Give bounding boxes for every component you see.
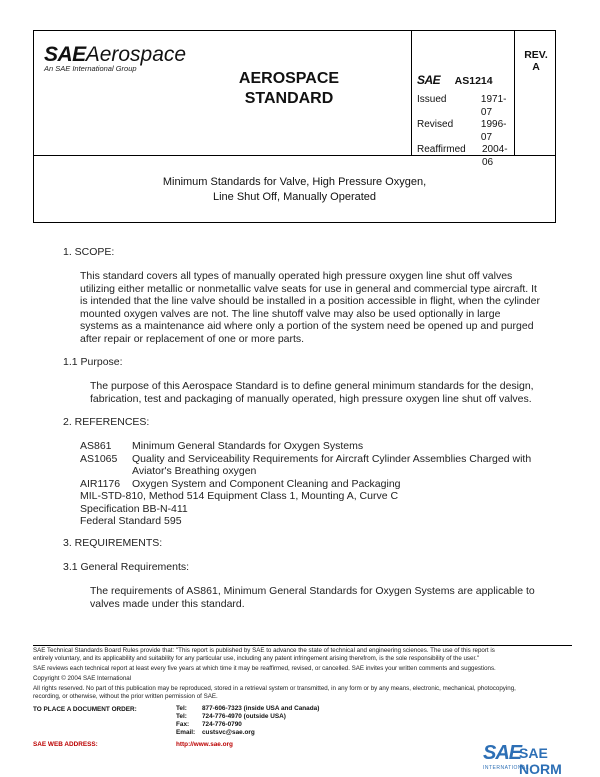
document-number: AS1214 xyxy=(454,75,493,87)
requirements-heading: 3. REQUIREMENTS: xyxy=(63,537,163,549)
contact-label: Email: xyxy=(176,729,196,736)
date-value: 1996-07 xyxy=(480,119,507,143)
date-label: Revised xyxy=(417,119,454,130)
reference-item xyxy=(80,478,560,491)
references-list xyxy=(80,440,560,528)
purpose-heading: 1.1 Purpose: xyxy=(63,356,123,368)
date-row-revised xyxy=(417,119,517,144)
contact-list xyxy=(176,705,396,737)
reference-extra: Specification BB-N-411 xyxy=(80,502,188,515)
references-heading: 2. REFERENCES: xyxy=(63,416,150,428)
general-requirements-paragraph xyxy=(90,585,560,610)
footer-disclaimer xyxy=(33,647,573,701)
contact-row xyxy=(176,729,396,737)
reference-extra: Federal Standard 595 xyxy=(80,515,182,527)
web-address-label: SAE WEB ADDRESS: xyxy=(33,741,98,748)
contact-row xyxy=(176,713,396,721)
standard-line-2: STANDARD xyxy=(244,90,334,107)
footer-line: SAE Technical Standards Board Rules provide that: "This report is published by SAE to advance the state of technical and engineering sciences. The use of this report is xyxy=(33,647,495,654)
contact-row xyxy=(176,721,396,729)
reference-item xyxy=(80,440,560,453)
web-address-link[interactable]: http://www.sae.org xyxy=(176,741,233,748)
text-line: after repair or replacement of one or more parts. xyxy=(80,332,305,345)
text-line: is intended that the line valve should be installed in a position accessible in flight, when the cylinder xyxy=(80,295,540,307)
contact-label: Tel: xyxy=(176,713,187,720)
title-line-2: Line Shut Off, Manually Operated xyxy=(212,191,377,203)
reference-item xyxy=(80,453,560,466)
contact-value: 877-606-7323 (inside USA and Canada) xyxy=(202,705,320,712)
date-label: Issued xyxy=(417,94,447,105)
text-line: The requirements of AS861, Minimum General Standards for Oxygen Systems are applicable to xyxy=(90,585,535,597)
reference-code: AS1065 xyxy=(80,452,118,465)
text-line: The purpose of this Aerospace Standard is to define general minimum standards for the design, xyxy=(90,380,534,392)
reference-description: Oxygen System and Component Cleaning and Packaging xyxy=(132,477,401,490)
footer-copyright: Copyright © 2004 SAE International xyxy=(33,675,132,682)
sae-aerospace-logo xyxy=(44,43,186,73)
revision-label: REV. xyxy=(524,49,548,61)
document-title-box xyxy=(33,156,556,223)
brand-subtitle: INTERNATIONAL xyxy=(483,765,530,771)
reference-code: AIR1176 xyxy=(80,477,121,490)
brand-norm-text: SAE NORM xyxy=(519,745,562,777)
text-line: systems as a maintenance aid where only a portion of the system need be opened up and purged xyxy=(80,320,534,332)
reference-description: Minimum General Standards for Oxygen Systems xyxy=(132,440,364,452)
footer-line: SAE reviews each technical report at least every five years at which time it may be reaffirmed, revised, or cancelled. SAE invites your written comments and suggestions. xyxy=(33,665,496,672)
document-title xyxy=(34,175,555,205)
text-line: valves made under this standard. xyxy=(90,597,245,610)
contact-value: 724-776-0790 xyxy=(202,721,242,728)
scope-paragraph xyxy=(80,270,560,345)
reference-description: Aviator's Breathing oxygen xyxy=(132,465,257,477)
footer-rule xyxy=(33,645,572,646)
general-requirements-heading: 3.1 General Requirements: xyxy=(63,561,190,573)
standard-line-1: AEROSPACE xyxy=(238,70,340,87)
reference-item xyxy=(80,465,560,478)
date-value: 2004-06 xyxy=(481,144,508,168)
contact-label: Tel: xyxy=(176,705,187,712)
reference-description: Quality and Serviceability Requirements for Aircraft Cylinder Assemblies Charged with xyxy=(132,452,532,465)
title-line-1: Minimum Standards for Valve, High Pressure Oxygen, xyxy=(162,176,427,188)
logo-sae-text: SAE xyxy=(44,43,86,66)
date-label: Reaffirmed xyxy=(417,144,466,155)
footer-line: recording, or otherwise, without the prior written permission of SAE. xyxy=(33,693,218,700)
text-line: This standard covers all types of manually operated high pressure oxygen line shut off valves xyxy=(80,270,513,282)
contact-label: Fax: xyxy=(176,721,190,728)
contact-row xyxy=(176,705,396,713)
sae-mark: SAE xyxy=(417,73,441,87)
text-line: utilizing either metallic or nonmetallic valve seats for use in general and commercial type aircraft. It xyxy=(80,282,537,295)
logo-subtitle: An SAE International Group xyxy=(44,64,137,73)
divider xyxy=(411,31,412,155)
order-label: TO PLACE A DOCUMENT ORDER: xyxy=(33,706,137,713)
text-line: fabrication, test and packaging of manually operated, high pressure oxygen line shut off valves. xyxy=(90,392,532,405)
revision-value: A xyxy=(532,61,540,73)
standard-type-title xyxy=(214,69,364,109)
reference-code xyxy=(80,465,132,478)
scope-heading: 1. SCOPE: xyxy=(63,246,115,258)
header-box xyxy=(33,30,556,168)
text-line: mounted oxygen valves are not. The line shutoff valve may also be used optionally in large xyxy=(80,307,501,320)
purpose-paragraph xyxy=(90,380,560,405)
document-number-block xyxy=(417,71,493,89)
reference-code: AS861 xyxy=(80,440,112,452)
logo-aerospace-text: Aerospace xyxy=(85,43,187,66)
contact-value: 724-776-4970 (outside USA) xyxy=(202,713,286,720)
date-row-issued xyxy=(417,94,517,119)
brand-sae-logo: SAE xyxy=(483,742,522,764)
contact-email[interactable]: custsvc@sae.org xyxy=(202,729,255,736)
footer-line: All rights reserved. No part of this publication may be reproduced, stored in a retrieval system or transmitted, in any form or by any means, electronic, mechanical, photocopying, xyxy=(33,685,516,692)
sae-norm-watermark xyxy=(483,742,573,777)
date-value: 1971-07 xyxy=(480,94,507,118)
footer-line: entirely voluntary, and its applicability and suitability for any particular use, including any patent infringement arising therefrom, is the sole responsibility of the user." xyxy=(33,655,480,662)
reference-extra: MIL-STD-810, Method 514 Equipment Class 1, Mounting A, Curve C xyxy=(80,490,399,502)
revision-block xyxy=(515,49,557,73)
